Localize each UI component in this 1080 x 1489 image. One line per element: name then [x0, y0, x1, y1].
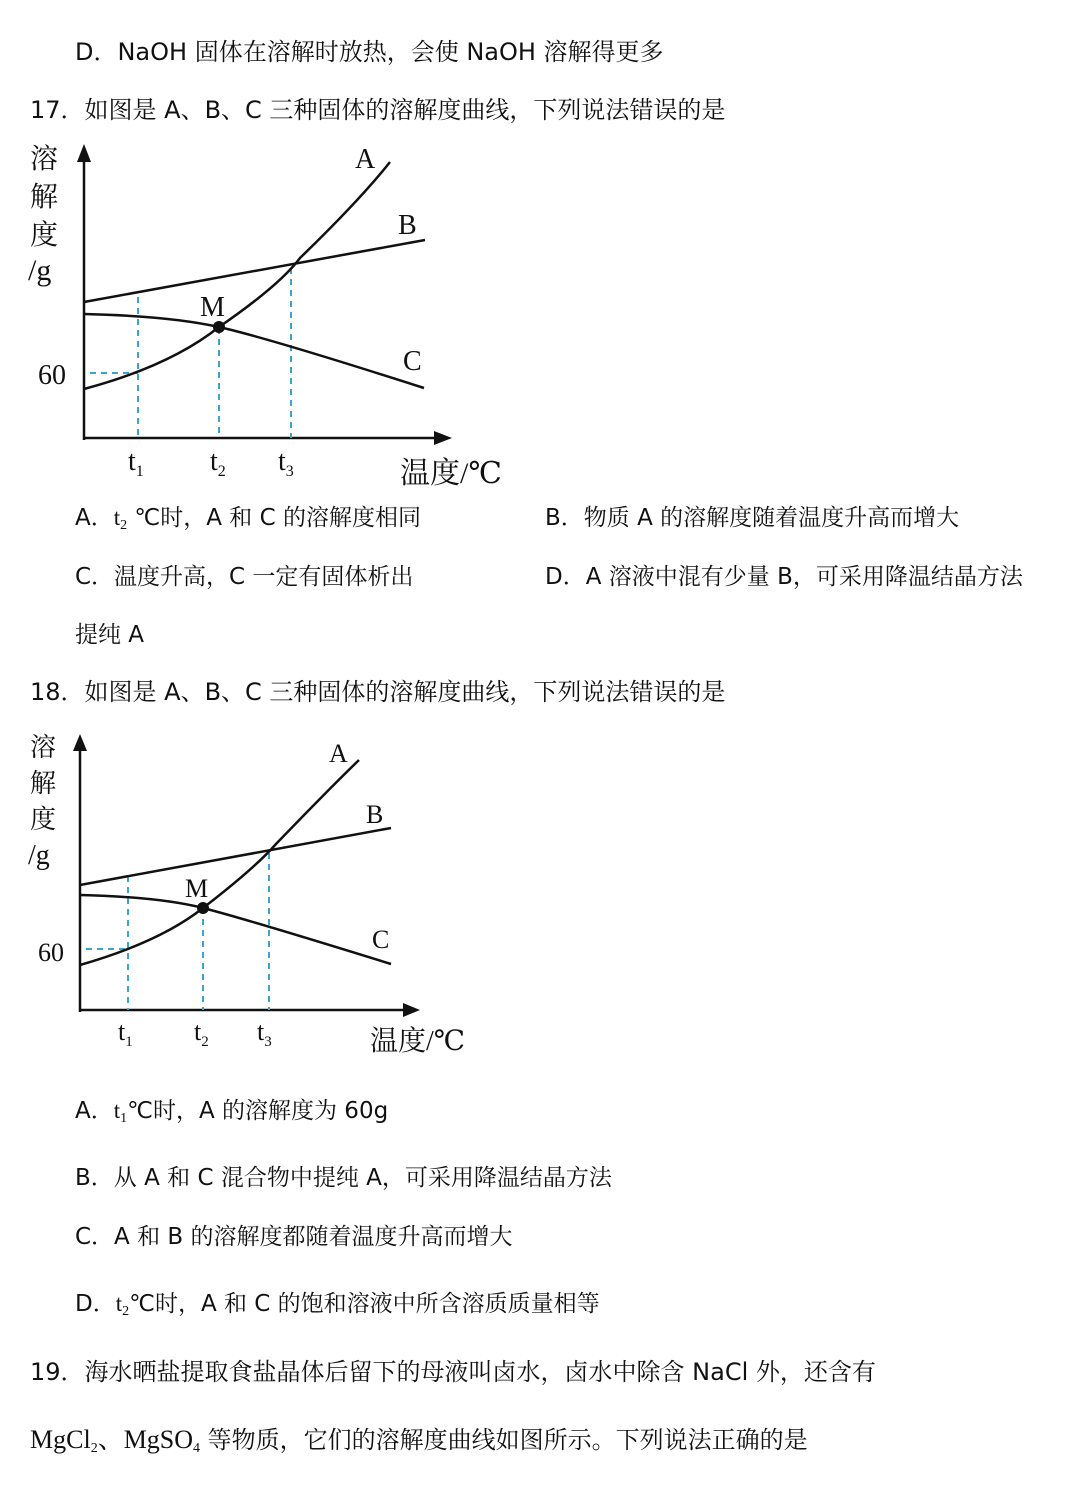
q19-stem-line2: MgCl$_2$、MgSO$_4$ 等物质，它们的溶解度曲线如图所示。下列说法正确的是 — [30, 1425, 808, 1456]
q17-xtick-t2: $t_2$ — [210, 446, 226, 480]
q17-option-a: A．$t_2$ ℃时，A 和 C 的溶解度相同 — [75, 505, 421, 533]
q18-ytick-60: 60 — [38, 938, 64, 967]
q19-stem: 19．海水晒盐提取食盐晶体后留下的母液叫卤水，卤水中除含 NaCl 外，还含有 — [30, 1358, 876, 1386]
q17-solubility-chart — [20, 140, 540, 500]
q17-x-axis-arrow — [434, 431, 452, 445]
q18-label-c: C — [372, 925, 390, 954]
q17-curve-a — [84, 162, 390, 389]
q17-curve-c — [84, 314, 424, 388]
q17-ytick-60: 60 — [38, 360, 66, 391]
q17-label-c: C — [403, 346, 422, 377]
q17-option-d-continued: 提纯 A — [75, 622, 145, 648]
q18-option-c: C．A 和 B 的溶解度都随着温度升高而增大 — [75, 1224, 513, 1250]
q18-ylabel-3: 度 — [30, 805, 57, 835]
q17-xtick-t1: $t_1$ — [128, 446, 144, 480]
q17-ylabel-3: 度 — [30, 218, 59, 251]
q18-option-b: B．从 A 和 C 混合物中提纯 A，可采用降温结晶方法 — [75, 1165, 612, 1191]
q18-x-axis-arrow — [403, 1003, 420, 1017]
q18-xtick-t3: $t_3$ — [257, 1017, 272, 1050]
q18-point-m — [197, 902, 209, 914]
q18-curve-a — [80, 760, 359, 965]
q17-label-b: B — [398, 210, 417, 241]
q18-y-axis-arrow — [73, 734, 87, 751]
q18-ylabel-unit: /g — [28, 840, 50, 871]
q17-ylabel-unit: /g — [28, 254, 52, 287]
q18-xtick-t1: $t_1$ — [118, 1017, 133, 1050]
q18-curve-b — [80, 828, 391, 885]
q18-option-a: A．$t_1℃$时，A 的溶解度为 60g — [75, 1098, 389, 1126]
q17-option-b: B．物质 A 的溶解度随着温度升高而增大 — [545, 505, 960, 531]
q17-label-m: M — [200, 292, 225, 323]
q18-xtick-t2: $t_2$ — [194, 1017, 209, 1050]
q18-xlabel: 温度/℃ — [370, 1026, 466, 1057]
q18-ylabel-2: 解 — [30, 769, 57, 799]
q17-option-c: C．温度升高，C 一定有固体析出 — [75, 564, 414, 590]
q17-xlabel: 温度/℃ — [400, 457, 502, 490]
q17-ylabel-1: 溶 — [30, 142, 59, 175]
q17-label-a: A — [355, 144, 376, 175]
q18-label-a: A — [329, 739, 348, 768]
q18-solubility-chart — [20, 728, 500, 1063]
q18-stem: 18．如图是 A、B、C 三种固体的溶解度曲线，下列说法错误的是 — [30, 678, 726, 706]
q18-ylabel-1: 溶 — [30, 733, 57, 763]
q18-curve-c — [80, 895, 391, 964]
q16-option-d: D．NaOH 固体在溶解时放热，会使 NaOH 溶解得更多 — [75, 38, 664, 66]
q18-label-m: M — [185, 874, 209, 903]
q18-option-d: D．$t_2℃$时，A 和 C 的饱和溶液中所含溶质质量相等 — [75, 1291, 600, 1319]
q17-xtick-t3: $t_3$ — [278, 446, 294, 480]
q17-curve-b — [84, 240, 425, 302]
q18-label-b: B — [366, 800, 384, 829]
q17-option-d: D．A 溶液中混有少量 B，可采用降温结晶方法 — [545, 564, 1023, 590]
q17-y-axis-arrow — [77, 144, 91, 162]
q17-ylabel-2: 解 — [30, 180, 59, 213]
q17-stem: 17．如图是 A、B、C 三种固体的溶解度曲线，下列说法错误的是 — [30, 96, 726, 124]
